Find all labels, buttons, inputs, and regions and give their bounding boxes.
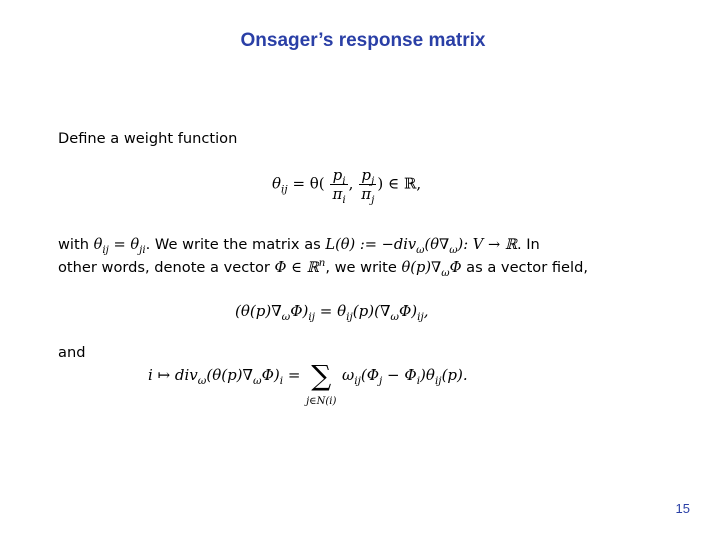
eq2-end: ,	[423, 302, 429, 320]
equation-weight-function: $\theta_{ij} = \theta$( $\frac{p_i}{\pi_i}$ , $\frac{p_j}{\pi_j}$ ) ∈ ℝ,	[272, 166, 422, 206]
eq1-rhs: = θ(	[292, 174, 325, 193]
eq2-lhs-tail: Φ)	[290, 302, 309, 320]
L-def-tail2: ): V → ℝ	[457, 236, 517, 253]
frac2-denominator: π	[361, 185, 372, 203]
sum-symbol: ∑	[311, 359, 332, 392]
summation	[306, 359, 337, 407]
sym-theta-1: θ	[93, 236, 103, 253]
and-word: and	[58, 344, 86, 361]
slide-title: Onsager’s response matrix	[240, 30, 486, 51]
theta-grad-phi: Φ	[449, 259, 462, 276]
frac2-numerator: p	[361, 166, 371, 184]
eq3-mid: (θ(p)∇	[206, 366, 254, 384]
fraction-pi-i: $\frac{p_i}{\pi_i}$	[332, 166, 346, 206]
eq3-eq: =	[283, 366, 301, 384]
frac1-numerator: p	[332, 166, 343, 184]
equation-divergence: i ↦ $div_\omega(\theta(p)\nabla_\omega\Phi)_i$ = ∑ j∈N(i) $\omega_{ij}(\Phi_j - \Phi_i)\theta_{ij}(p)$.	[148, 359, 468, 407]
theta-grad: θ(p)∇	[401, 259, 442, 276]
define-sentence: Define a weight function	[58, 130, 238, 147]
other-words-sentence: other words, denote a vector Φ ∈ ℝ$^n$, we write $\theta(p)\nabla_\omega\Phi$ as a vector field,	[58, 258, 588, 279]
eq1-theta: θ	[272, 174, 282, 193]
other-mid: , we write	[325, 259, 402, 276]
other-end: as a vector field,	[461, 259, 588, 276]
eq2-lhs: (θ(p)∇	[235, 302, 282, 320]
with-end: . In	[516, 236, 540, 253]
frac1-denominator: π	[332, 185, 343, 203]
with-sentence: with $\theta_{ij} = \theta_{ji}$. We write the matrix as L(θ) := $-div_\omega(\theta\nabla_\omega)$: V → ℝ. In	[58, 236, 540, 256]
eq1-tail: ) ∈ ℝ,	[377, 174, 422, 193]
L-def-tail: (θ∇	[424, 236, 450, 253]
eq3-theta: )θ	[420, 366, 435, 384]
eq3-i: i ↦ div	[148, 366, 198, 384]
eq2-rhs-tail: (p)(∇	[352, 302, 391, 320]
L-definition: L(θ) := −div	[325, 236, 417, 253]
eq3-omega: ω	[342, 366, 355, 384]
fraction-pi-j: $\frac{p_j}{\pi_j}$	[361, 166, 375, 206]
eq3-mid2: Φ)	[261, 366, 280, 384]
other-prefix: other words, denote a vector	[58, 259, 275, 276]
eq3-minus: − Φ	[382, 366, 417, 384]
eq3-end: (p).	[441, 366, 468, 384]
eq2-rhs-tail2: Φ)	[398, 302, 418, 320]
with-mid: . We write the matrix as	[145, 236, 326, 253]
sum-index: j∈N(i)	[306, 396, 337, 407]
eq3-phi: (Φ	[360, 366, 380, 384]
phi-in-Rn: Φ ∈ ℝ	[274, 259, 319, 276]
page-number: 15	[675, 501, 690, 516]
with-prefix: with	[58, 236, 94, 253]
eq2-rhs: = θ	[315, 302, 347, 320]
equation-vector-field: $(\theta(p)\nabla_\omega\Phi)_{ij} = \theta_{ij}(p)(\nabla_\omega\Phi)_{ij}$,	[235, 302, 429, 323]
